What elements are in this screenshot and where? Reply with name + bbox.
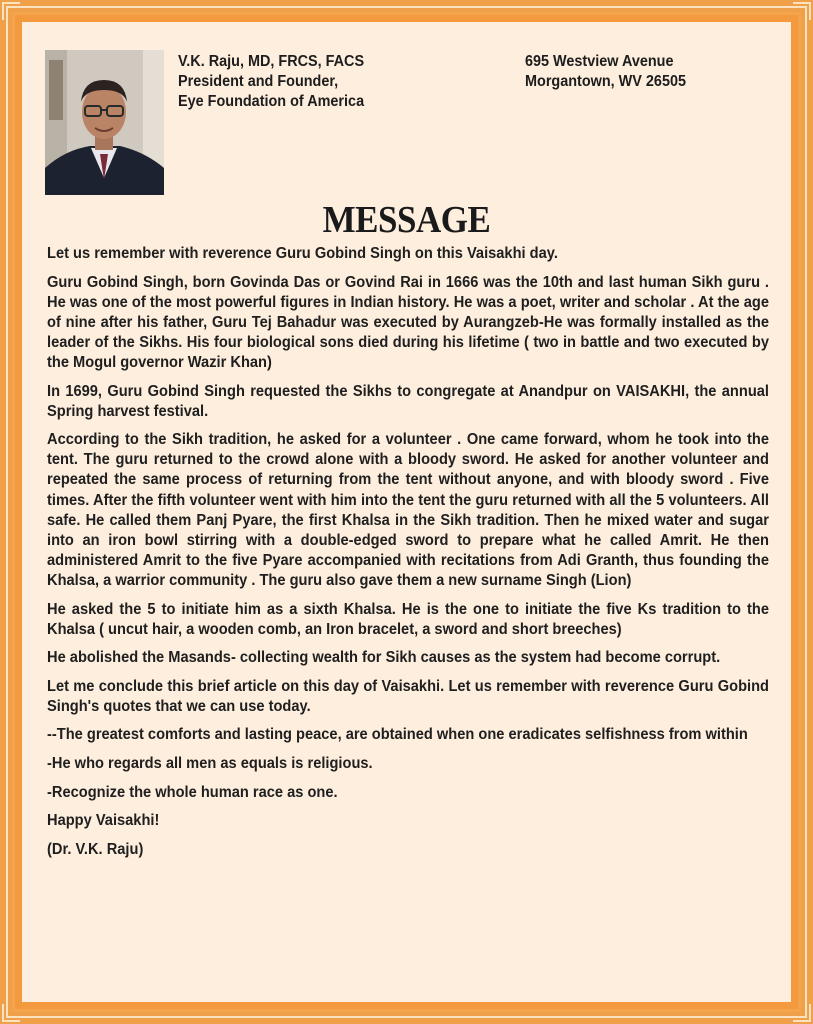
author-photo [45,50,164,195]
paragraph: He abolished the Masands- collecting wealth for Sikh causes as the system had become corrupt. [47,649,721,667]
quote: --The greatest comforts and lasting peace, are obtained when one eradicates selfishness from within [47,726,748,744]
message-body [47,244,769,868]
paragraph: Let us remember with reverence Guru Gobind Singh on this Vaisakhi day. [47,245,558,262]
paragraph: In 1699, Guru Gobind Singh requested the Sikhs to congregate at Anandpur on VAISAKHI, the annual Spring harvest festival. [47,382,769,420]
quote: -Recognize the whole human race as one. [47,783,338,801]
paragraph: According to the Sikh tradition, he asked for a volunteer . One came forward, whom he took into the tent. The guru returned to the crowd alone with a bloody sword. He asked for another volunteer and repeated the same process of returning from the tent without anyone, and with bloody sword . Five times. After the fifth volunteer went with him into the tent the guru returned with all the 5 volunteers. All safe. He called them Panj Pyare, the first Khalsa in the Sikh tradition. Then he mixed water and sugar into an iron bowl stirring with a double-edged sword to prepare what he called Amrit. He then administered Amrit to the five Pyare accompanied with recitations from Adi Granth, thus founding the Khalsa, a warrior community . The guru also gave them a new surname Singh (Lion) [47,431,769,589]
corner-ornament-icon [2,2,20,20]
address-line-2: Morgantown, WV 26505 [525,73,687,90]
author-org: Eye Foundation of America [178,93,365,110]
address-block [525,52,686,92]
address-line-1: 695 Westview Avenue [525,53,674,70]
paragraph: He asked the 5 to initiate him as a sixth Khalsa. He is the one to initiate the five Ks tradition to the Khalsa ( uncut hair, a wooden comb, an Iron bracelet, a sword and short breeches) [47,600,769,638]
paragraph: Let me conclude this brief article on this day of Vaisakhi. Let us remember with reverence Guru Gobind Singh's quotes that we can use today. [47,677,769,715]
corner-ornament-icon [2,1004,20,1022]
author-name: V.K. Raju, MD, FRCS, FACS [178,53,365,70]
corner-ornament-icon [793,2,811,20]
message-title: MESSAGE [322,199,491,241]
quote: -He who regards all men as equals is religious. [47,755,373,773]
closing-greeting: Happy Vaisakhi! [47,812,160,830]
author-block [178,52,364,112]
paragraph: Guru Gobind Singh, born Govinda Das or Govind Rai in 1666 was the 10th and last human Sikh guru . He was one of the most powerful figures in Indian history. He was a poet, writer and scholar . At the age of nine after his father, Guru Tej Bahadur was executed by Aurangzeb-He was formally installed as the leader of the Sikhs. His four biological sons died during his lifetime ( two in battle and two executed by the Mogul governor Wazir Khan) [47,273,769,371]
corner-ornament-icon [793,1004,811,1022]
author-role: President and Founder, [178,73,339,90]
signature: (Dr. V.K. Raju) [47,840,144,858]
